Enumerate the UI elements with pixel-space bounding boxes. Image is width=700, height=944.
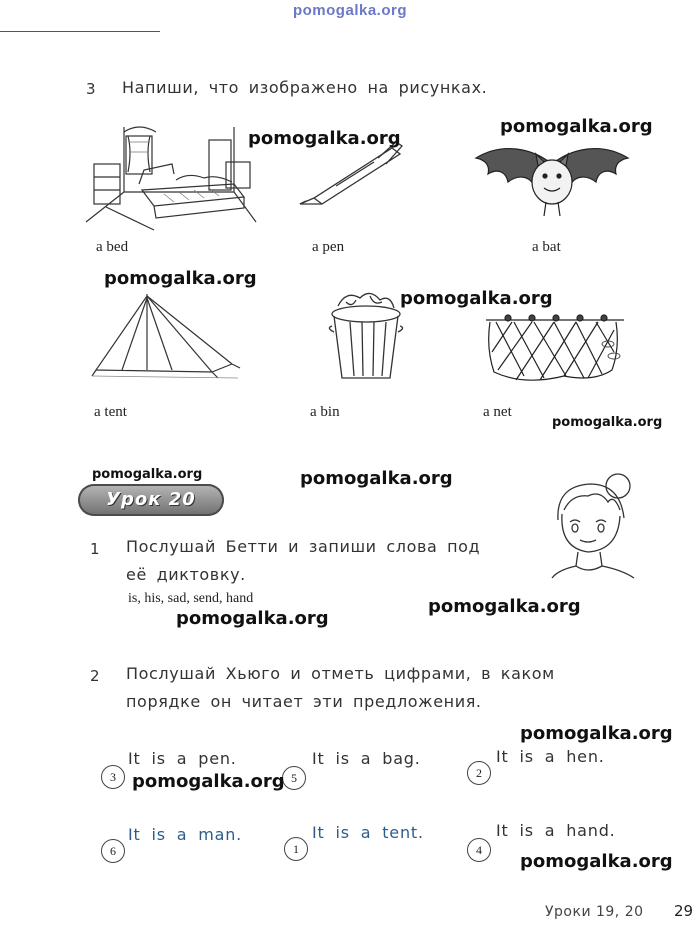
answer-circle-bag[interactable]: 5: [282, 766, 306, 790]
answer-circle-tent[interactable]: 1: [284, 837, 308, 861]
answer-circle-man[interactable]: 6: [101, 839, 125, 863]
watermark: pomogalka.org: [300, 468, 453, 489]
watermark: pomogalka.org: [428, 596, 581, 617]
watermark: pomogalka.org: [552, 415, 663, 430]
net-icon: [484, 312, 629, 384]
watermark: pomogalka.org: [520, 851, 673, 872]
watermark: pomogalka.org: [520, 723, 673, 744]
page-number: 29: [674, 902, 694, 920]
answer-circle-hand[interactable]: 4: [467, 838, 491, 862]
answer-circle-hen[interactable]: 2: [467, 761, 491, 785]
tent-icon: [92, 290, 242, 380]
answer-circle-pen[interactable]: 3: [101, 765, 125, 789]
watermark: pomogalka.org: [500, 116, 653, 137]
footer-lessons: Уроки 19, 20: [545, 904, 644, 920]
task1-number: 1: [90, 540, 100, 558]
caption-net: a net: [483, 404, 512, 420]
lesson-badge: Урок 20: [78, 484, 224, 516]
site-watermark-top: pomogalka.org: [292, 2, 407, 19]
task3-number: 3: [86, 80, 96, 98]
sentence-hand: It is a hand.: [496, 821, 616, 840]
top-rule: [0, 31, 160, 32]
caption-pen: a pen: [312, 239, 345, 255]
task2-line1: Послушай Хьюго и отметь цифрами, в каком: [126, 664, 555, 683]
watermark: pomogalka.org: [176, 608, 329, 629]
sentence-man: It is a man.: [128, 825, 243, 844]
caption-tent: a tent: [94, 404, 127, 420]
caption-bat: a bat: [532, 239, 561, 255]
sentence-pen: It is a pen.: [128, 749, 237, 768]
task1-answer: is, his, sad, send, hand: [128, 591, 254, 606]
task1-line1: Послушай Бетти и запиши слова под: [126, 537, 481, 556]
girl-icon: [548, 470, 638, 580]
task2-line2: порядке он читает эти предложения.: [126, 692, 482, 711]
bat-icon: [472, 134, 632, 224]
task2-number: 2: [90, 667, 100, 685]
watermark: pomogalka.org: [132, 771, 285, 792]
watermark: pomogalka.org: [92, 467, 203, 482]
watermark: pomogalka.org: [400, 288, 553, 309]
task3-instruction: Напиши, что изображено на рисунках.: [122, 78, 488, 97]
watermark: pomogalka.org: [248, 128, 401, 149]
sentence-bag: It is a bag.: [312, 749, 421, 768]
bedroom-icon: [84, 122, 259, 234]
bin-icon: [326, 288, 406, 384]
caption-bin: a bin: [310, 404, 340, 420]
sentence-tent: It is a tent.: [312, 823, 424, 842]
caption-bed: a bed: [96, 239, 129, 255]
task1-line2: её диктовку.: [126, 565, 246, 584]
sentence-hen: It is a hen.: [496, 747, 605, 766]
watermark: pomogalka.org: [104, 268, 257, 289]
